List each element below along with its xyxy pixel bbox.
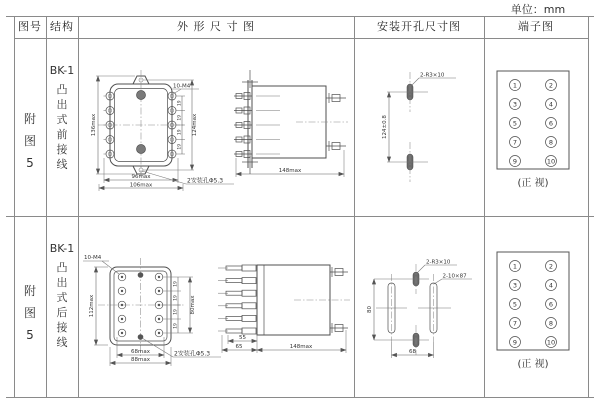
dim-pitch: 19 <box>177 143 183 150</box>
dim-vertical-spacing: 80 <box>367 306 373 313</box>
terminal-1: 1 <box>512 81 518 90</box>
label-mount-holes: 2安装孔Φ5.3 <box>174 350 211 358</box>
terminal-diagram-front-wiring <box>484 38 588 216</box>
side-terminals <box>234 93 280 158</box>
terminal-6: 6 <box>548 119 554 128</box>
header-structure: 结构 <box>50 20 74 33</box>
mounting-drawing-front-wiring <box>354 38 484 216</box>
dim-depth: 148max <box>278 168 302 174</box>
terminal-outline <box>497 71 569 169</box>
label-long-slot: 2-10×87 <box>442 273 467 280</box>
label-small-slot: 2-R3×10 <box>426 259 451 266</box>
center-screw-top <box>137 91 146 100</box>
row2-structure <box>46 242 78 350</box>
dim-depth: 148max <box>289 344 313 350</box>
header-fig-no: 图号 <box>18 20 42 33</box>
header-terminal: 端子图 <box>518 20 554 33</box>
dim-height-overall: 136max <box>91 113 97 137</box>
row1-structure <box>46 64 78 172</box>
dim-terminal-span: 80max <box>190 295 196 315</box>
dim-pin-length: 55 <box>239 335 246 341</box>
outline-drawing-front-wiring <box>78 38 354 216</box>
label-terminal-screws: 10-M4 <box>173 83 191 90</box>
mounting-drawing-rear-wiring <box>354 216 484 397</box>
outline-drawing-rear-wiring <box>78 216 354 397</box>
terminal-9: 9 <box>512 338 518 347</box>
terminal-2: 2 <box>548 81 554 90</box>
dim-width-inner: 96max <box>131 174 151 180</box>
dim-height-overall: 112max <box>89 294 95 318</box>
terminal-2: 2 <box>548 262 554 271</box>
terminal-numbers <box>510 261 557 348</box>
side-view <box>218 265 350 353</box>
dim-width-outer: 88max <box>131 357 150 363</box>
terminal-7: 7 <box>512 138 518 147</box>
terminal-5: 5 <box>512 119 518 128</box>
front-view <box>91 70 234 191</box>
dim-pitch: 19 <box>177 100 183 107</box>
label-mount-slot: 2-R3×10 <box>420 72 445 79</box>
terminal-4: 4 <box>548 100 554 109</box>
header-outline: 外 形 尺 寸 图 <box>177 20 255 33</box>
terminal-outline <box>497 252 569 350</box>
mount-hole-bottom <box>138 334 144 340</box>
terminal-7: 7 <box>512 319 518 328</box>
terminal-8: 8 <box>548 319 554 328</box>
dim-pitch: 19 <box>177 114 183 121</box>
table-line-right <box>588 16 589 397</box>
terminal-diagram-rear-wiring <box>484 216 588 397</box>
terminal-10: 10 <box>546 157 556 166</box>
unit-label: 单位：mm <box>510 3 566 16</box>
dim-width-outer: 106max <box>129 182 153 189</box>
dim-pitch: 19 <box>173 281 179 287</box>
dim-mount-spacing: 124±0.8 <box>382 115 388 139</box>
center-screw-bottom <box>137 145 146 154</box>
fig-no-text: 附图5 <box>23 112 36 170</box>
dim-pitch: 19 <box>173 309 179 315</box>
fig-no-text: 附图5 <box>23 284 36 342</box>
dim-screw-span: 124max <box>192 113 198 137</box>
terminal-3: 3 <box>512 281 518 290</box>
label-terminal-screws: 10-M4 <box>84 255 102 261</box>
mount-slots <box>374 264 451 355</box>
dim-pitch: 19 <box>173 323 179 329</box>
terminal-5: 5 <box>512 300 518 309</box>
table-line-bottom <box>6 397 594 398</box>
terminal-caption: (正 视) <box>517 178 549 189</box>
structure-text: 凸出式后接线 <box>56 261 68 349</box>
terminal-caption: (正 视) <box>517 359 549 370</box>
rear-pins <box>218 265 256 334</box>
dim-pitch: 19 <box>177 129 183 136</box>
terminal-numbers <box>510 80 557 167</box>
dim-width-inner: 68max <box>131 349 150 355</box>
dim-pin-offset: 65 <box>235 344 243 350</box>
terminal-1: 1 <box>512 262 518 271</box>
dim-horizontal-spacing: 68 <box>409 349 416 355</box>
rear-view <box>83 255 221 366</box>
terminal-9: 9 <box>512 157 518 166</box>
terminal-6: 6 <box>548 300 554 309</box>
structure-text: 凸出式前接线 <box>56 83 68 171</box>
terminal-4: 4 <box>548 281 554 290</box>
row2-fig-no <box>14 280 46 346</box>
terminal-10: 10 <box>546 338 556 347</box>
side-view <box>234 70 348 177</box>
terminal-3: 3 <box>512 100 518 109</box>
label-mount-holes: 2安装孔Φ5.3 <box>187 177 224 185</box>
model-text: BK-1 <box>49 242 75 255</box>
row1-fig-no <box>14 108 46 174</box>
mount-slots <box>387 72 428 182</box>
mount-hole-top <box>138 272 144 278</box>
header-mounting: 安装开孔尺寸图 <box>377 20 461 33</box>
terminal-8: 8 <box>548 138 554 147</box>
model-text: BK-1 <box>49 64 75 77</box>
dim-pitch: 19 <box>173 295 179 301</box>
